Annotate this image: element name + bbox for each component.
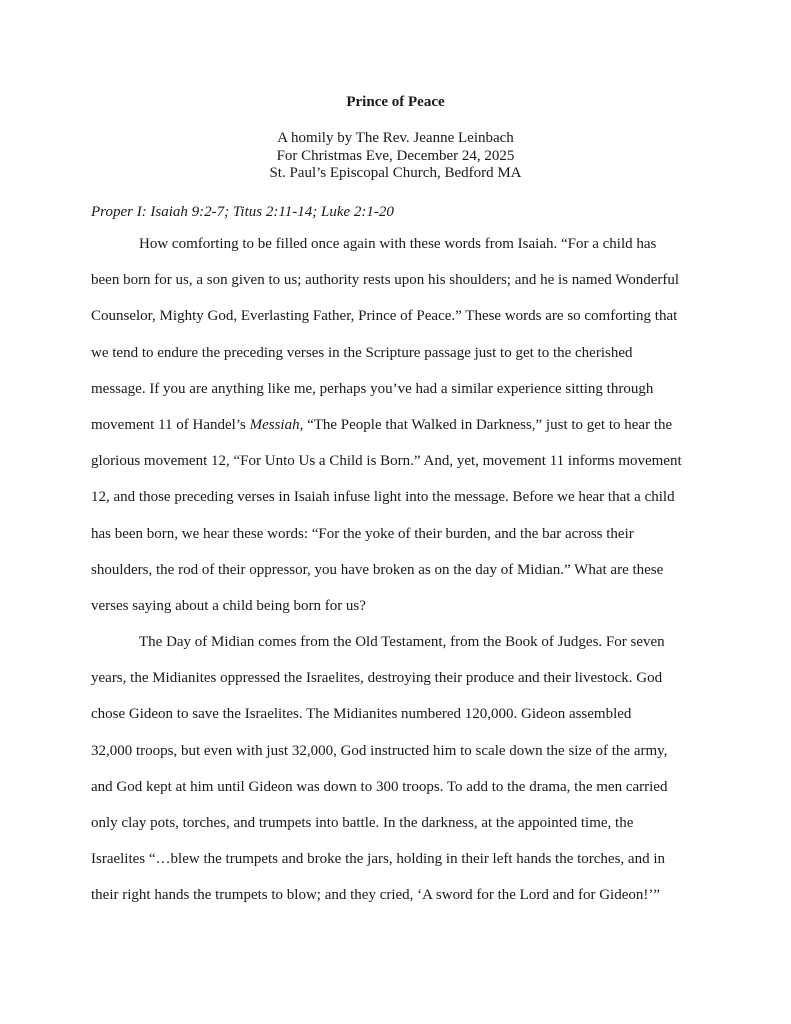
body-line: Counselor, Mighty God, Everlasting Father, Prince of Peace.” These words are so comforting that: [91, 308, 678, 325]
body-line: years, the Midianites oppressed the Israelites, destroying their produce and their livestock. God: [91, 670, 663, 687]
document-title: Prince of Peace: [346, 94, 445, 110]
subtitle-line-occasion: For Christmas Eve, December 24, 2025: [276, 147, 515, 164]
body-line: message. If you are anything like me, perhaps you’ve had a similar experience sitting through: [91, 380, 654, 397]
body-line: and God kept at him until Gideon was down to 300 troops. To add to the drama, the men carried: [91, 778, 668, 795]
body-line: has been born, we hear these words: “For the yoke of their burden, and the bar across their: [91, 525, 634, 542]
body-line: Israelites “…blew the trumpets and broke the jars, holding in their left hands the torches, and in: [91, 851, 666, 868]
body-line: 12, and those preceding verses in Isaiah infuse light into the message. Before we hear that a child: [91, 489, 675, 506]
body-line: The Day of Midian comes from the Old Testament, from the Book of Judges. For seven: [139, 634, 665, 651]
body-line-messiah: [91, 416, 721, 452]
body-line: their right hands the trumpets to blow; and they cried, ‘A sword for the Lord and for Gideon!’”: [91, 887, 661, 904]
body-line: shoulders, the rod of their oppressor, you have broken as on the day of Midian.” What are these: [91, 561, 664, 578]
body-line: only clay pots, torches, and trumpets into battle. In the darkness, at the appointed time, the: [91, 815, 634, 831]
messiah-title: Messiah: [249, 416, 300, 433]
subtitle-line-author: A homily by The Rev. Jeanne Leinbach: [277, 130, 514, 146]
body-line: glorious movement 12, “For Unto Us a Child is Born.” And, yet, movement 11 informs movement: [91, 453, 682, 470]
homily-body: [91, 235, 721, 923]
body-line: been born for us, a son given to us; authority rests upon his shoulders; and he is named Wonderful: [91, 272, 680, 289]
subtitle-line-church: St. Paul’s Episcopal Church, Bedford MA: [269, 165, 522, 181]
body-line: we tend to endure the preceding verses in the Scripture passage just to get to the cherished: [91, 344, 633, 361]
body-line: verses saying about a child being born for us?: [91, 597, 366, 614]
messiah-line-before: movement 11 of Handel’s: [91, 416, 250, 433]
body-line: chose Gideon to save the Israelites. The Midianites numbered 120,000. Gideon assembled: [91, 706, 632, 723]
document-subtitle: [0, 130, 791, 183]
messiah-line-after: , “The People that Walked in Darkness,” just to get to hear the: [299, 416, 673, 433]
lectionary-readings: Proper I: Isaiah 9:2-7; Titus 2:11-14; Luke 2:1-20: [91, 204, 394, 220]
body-line: How comforting to be filled once again with these words from Isaiah. “For a child has: [139, 236, 657, 252]
body-line: 32,000 troops, but even with just 32,000, God instructed him to scale down the size of the army,: [91, 742, 668, 759]
